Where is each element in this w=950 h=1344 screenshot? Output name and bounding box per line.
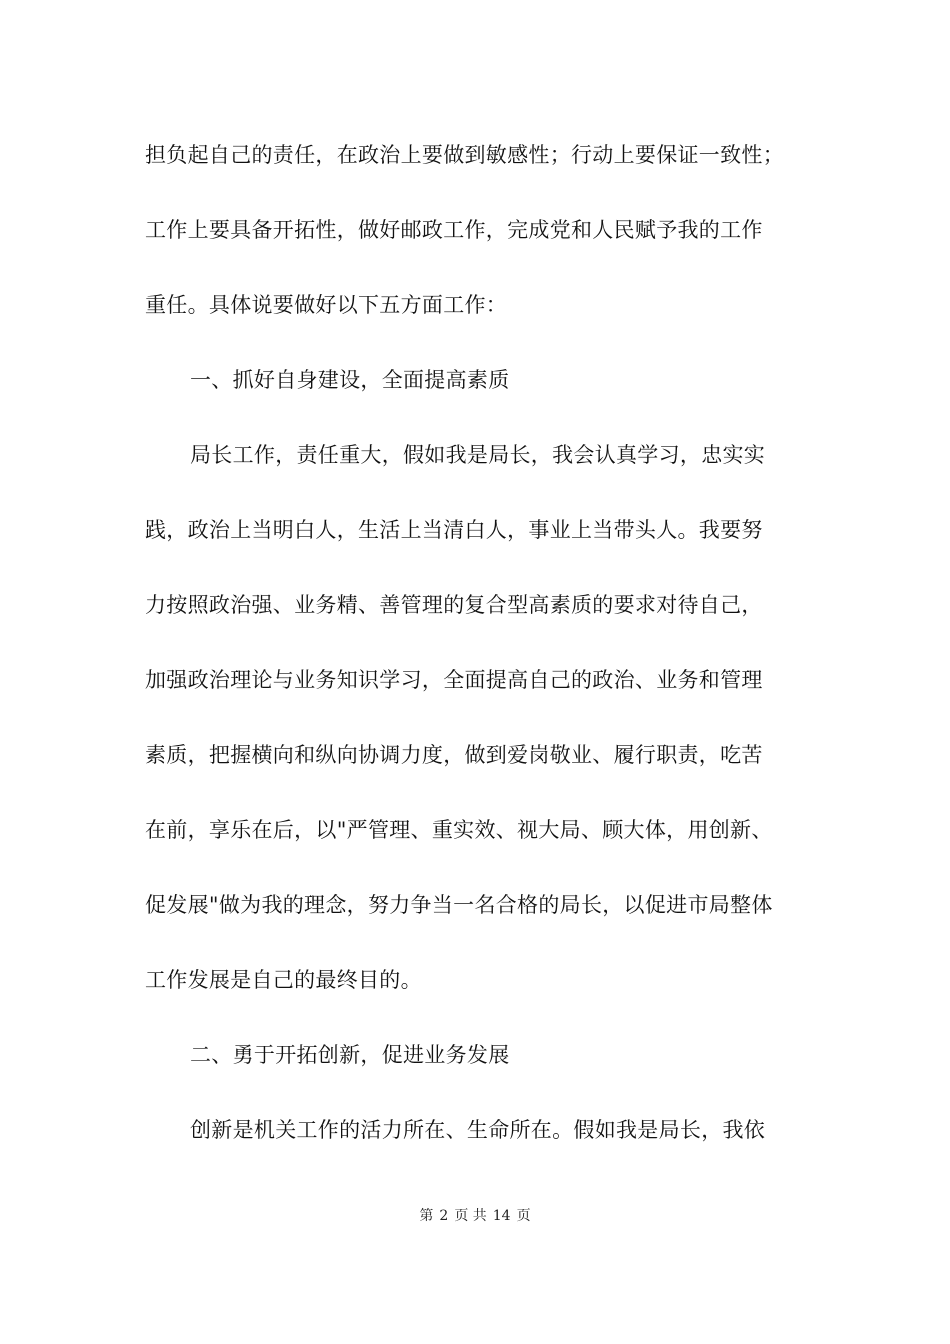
text-line-7: 力按照政治强、业务精、善管理的复合型高素质的要求对待自己， <box>145 593 763 617</box>
text-line-6: 践，政治上当明白人，生活上当清白人，事业上当带头人。我要努 <box>145 518 763 542</box>
footer-prefix: 第 <box>419 1208 434 1224</box>
text-line-11: 促发展"做为我的理念，努力争当一名合格的局长，以促进市局整体 <box>145 893 773 917</box>
footer-current-page: 2 <box>439 1208 449 1224</box>
text-line-2: 工作上要具备开拓性，做好邮政工作，完成党和人民赋予我的工作 <box>145 218 763 242</box>
body-text <box>145 133 835 1183</box>
footer-middle: 页 共 <box>454 1208 487 1224</box>
text-line-14: 创新是机关工作的活力所在、生命所在。假如我是局长，我依 <box>190 1118 766 1142</box>
text-line-1: 担负起自己的责任，在政治上要做到敏感性；行动上要保证一致性； <box>145 143 784 167</box>
page-footer <box>0 1206 950 1226</box>
text-line-12: 工作发展是自己的最终目的。 <box>145 968 422 992</box>
footer-total-pages: 14 <box>492 1208 511 1224</box>
text-line-10: 在前，享乐在后，以"严管理、重实效、视大局、顾大体，用创新、 <box>145 818 773 842</box>
text-line-8: 加强政治理论与业务知识学习，全面提高自己的政治、业务和管理 <box>145 668 763 692</box>
section-heading-2: 二、勇于开拓创新，促进业务发展 <box>190 1043 510 1067</box>
text-line-5: 局长工作，责任重大，假如我是局长，我会认真学习，忠实实 <box>190 443 766 467</box>
text-line-9: 素质，把握横向和纵向协调力度，做到爱岗敬业、履行职责，吃苦 <box>145 743 763 767</box>
footer-suffix: 页 <box>516 1208 531 1224</box>
text-line-3: 重任。具体说要做好以下五方面工作： <box>145 293 508 317</box>
section-heading-1: 一、抓好自身建设，全面提高素质 <box>190 368 510 392</box>
